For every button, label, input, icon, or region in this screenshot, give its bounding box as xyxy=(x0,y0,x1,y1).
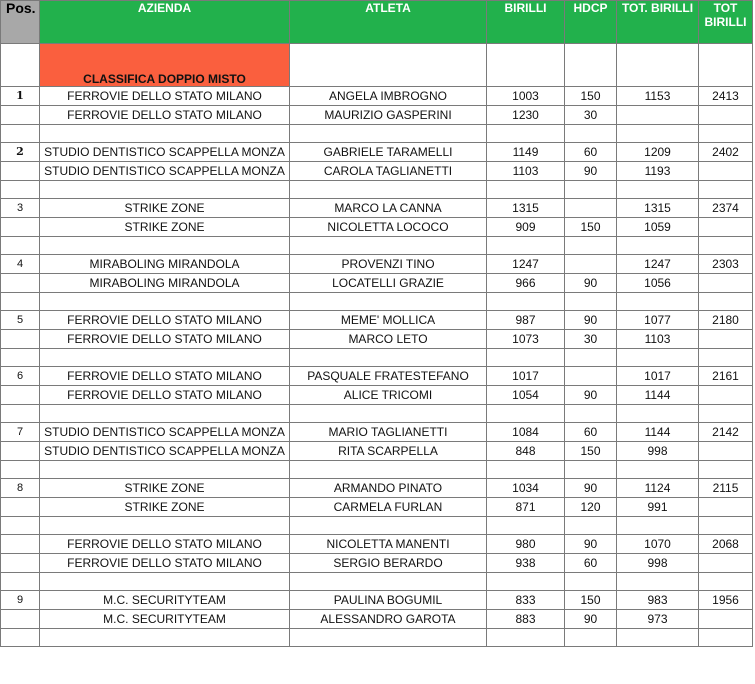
table-body xyxy=(1,44,753,647)
empty-cell[interactable] xyxy=(487,237,565,255)
table-row xyxy=(1,218,753,237)
birilli-cell[interactable]: 1315 xyxy=(487,199,565,218)
empty-cell[interactable] xyxy=(617,181,699,199)
header-tot-birilli-team[interactable] xyxy=(699,1,753,44)
header-birilli[interactable]: BIRILLI xyxy=(487,1,565,44)
tot-birilli-cell[interactable]: 1056 xyxy=(617,274,699,293)
hdcp-cell[interactable]: 90 xyxy=(565,386,617,405)
empty-cell[interactable] xyxy=(617,517,699,535)
empty-cell[interactable] xyxy=(699,573,753,591)
hdcp-cell[interactable] xyxy=(565,255,617,274)
atleta-cell[interactable]: MARCO LETO xyxy=(290,330,487,349)
header-pos[interactable]: Pos. xyxy=(1,1,40,44)
birilli-cell[interactable]: 966 xyxy=(487,274,565,293)
team-total-cell[interactable]: 2115 xyxy=(699,479,753,498)
team-total-cell[interactable] xyxy=(699,162,753,181)
spacer-row xyxy=(1,461,753,479)
tot-birilli-cell[interactable]: 991 xyxy=(617,498,699,517)
azienda-cell[interactable]: STUDIO DENTISTICO SCAPPELLA MONZA xyxy=(40,143,290,162)
atleta-cell[interactable]: ANGELA IMBROGNO xyxy=(290,87,487,106)
empty-cell[interactable] xyxy=(699,517,753,535)
empty-cell[interactable] xyxy=(487,517,565,535)
table-row xyxy=(1,591,753,610)
pos-cell[interactable] xyxy=(1,498,40,517)
azienda-cell[interactable]: FERROVIE DELLO STATO MILANO xyxy=(40,554,290,573)
empty-cell[interactable] xyxy=(699,181,753,199)
birilli-cell[interactable]: 871 xyxy=(487,498,565,517)
atleta-cell[interactable]: ALICE TRICOMI xyxy=(290,386,487,405)
hdcp-cell[interactable]: 150 xyxy=(565,218,617,237)
empty-cell[interactable] xyxy=(290,293,487,311)
birilli-cell[interactable]: 938 xyxy=(487,554,565,573)
tot-birilli-cell[interactable]: 1017 xyxy=(617,367,699,386)
spacer-row xyxy=(1,181,753,199)
tot-birilli-cell[interactable]: 1209 xyxy=(617,143,699,162)
empty-cell[interactable] xyxy=(617,573,699,591)
header-tot-line2: BIRILLI xyxy=(704,15,747,29)
empty-cell[interactable] xyxy=(40,293,290,311)
empty-cell[interactable] xyxy=(1,293,40,311)
birilli-cell[interactable]: 1247 xyxy=(487,255,565,274)
empty-cell[interactable] xyxy=(1,629,40,647)
empty-cell[interactable] xyxy=(699,237,753,255)
atleta-cell[interactable]: RITA SCARPELLA xyxy=(290,442,487,461)
team-total-cell[interactable] xyxy=(699,330,753,349)
hdcp-cell[interactable]: 90 xyxy=(565,535,617,554)
empty-cell[interactable] xyxy=(699,349,753,367)
birilli-cell[interactable]: 1103 xyxy=(487,162,565,181)
team-total-cell[interactable]: 2413 xyxy=(699,87,753,106)
pos-cell[interactable] xyxy=(1,386,40,405)
birilli-cell[interactable]: 1034 xyxy=(487,479,565,498)
tot-birilli-cell[interactable]: 1247 xyxy=(617,255,699,274)
spacer-row xyxy=(1,573,753,591)
cell[interactable] xyxy=(617,44,699,87)
pos-cell[interactable] xyxy=(1,218,40,237)
table-row xyxy=(1,106,753,125)
empty-cell[interactable] xyxy=(565,405,617,423)
table-row xyxy=(1,255,753,274)
pos-cell[interactable]: 3 xyxy=(1,199,40,218)
banner-title[interactable]: CLASSIFICA DOPPIO MISTO xyxy=(40,44,290,87)
hdcp-cell[interactable]: 60 xyxy=(565,423,617,442)
hdcp-cell[interactable]: 60 xyxy=(565,554,617,573)
table-row xyxy=(1,554,753,573)
empty-cell[interactable] xyxy=(565,629,617,647)
atleta-cell[interactable]: MEME' MOLLICA xyxy=(290,311,487,330)
birilli-cell[interactable]: 987 xyxy=(487,311,565,330)
hdcp-cell[interactable]: 90 xyxy=(565,162,617,181)
atleta-cell[interactable]: NICOLETTA LOCOCO xyxy=(290,218,487,237)
table-row xyxy=(1,479,753,498)
atleta-cell[interactable]: MAURIZIO GASPERINI xyxy=(290,106,487,125)
team-total-cell[interactable] xyxy=(699,498,753,517)
spacer-row xyxy=(1,237,753,255)
pos-cell[interactable] xyxy=(1,442,40,461)
pos-cell[interactable] xyxy=(1,274,40,293)
empty-cell[interactable] xyxy=(699,125,753,143)
atleta-cell[interactable]: CARMELA FURLAN xyxy=(290,498,487,517)
table-row xyxy=(1,367,753,386)
empty-cell[interactable] xyxy=(565,573,617,591)
empty-cell[interactable] xyxy=(1,405,40,423)
empty-cell[interactable] xyxy=(617,629,699,647)
team-total-cell[interactable]: 2142 xyxy=(699,423,753,442)
hdcp-cell[interactable]: 150 xyxy=(565,442,617,461)
tot-birilli-cell[interactable]: 1103 xyxy=(617,330,699,349)
header-row xyxy=(1,1,753,44)
spacer-row xyxy=(1,293,753,311)
team-total-cell[interactable]: 2180 xyxy=(699,311,753,330)
empty-cell[interactable] xyxy=(40,237,290,255)
empty-cell[interactable] xyxy=(565,461,617,479)
birilli-cell[interactable]: 1017 xyxy=(487,367,565,386)
birilli-cell[interactable]: 1073 xyxy=(487,330,565,349)
azienda-cell[interactable]: FERROVIE DELLO STATO MILANO xyxy=(40,535,290,554)
empty-cell[interactable] xyxy=(290,573,487,591)
empty-cell[interactable] xyxy=(40,461,290,479)
cell[interactable] xyxy=(1,44,40,87)
empty-cell[interactable] xyxy=(565,125,617,143)
table-row xyxy=(1,274,753,293)
cell[interactable] xyxy=(487,44,565,87)
team-total-cell[interactable] xyxy=(699,218,753,237)
atleta-cell[interactable]: GABRIELE TARAMELLI xyxy=(290,143,487,162)
hdcp-cell[interactable]: 60 xyxy=(565,143,617,162)
atleta-cell[interactable]: CAROLA TAGLIANETTI xyxy=(290,162,487,181)
spacer-row xyxy=(1,629,753,647)
azienda-cell[interactable]: M.C. SECURITYTEAM xyxy=(40,610,290,629)
empty-cell[interactable] xyxy=(290,237,487,255)
azienda-cell[interactable]: MIRABOLING MIRANDOLA xyxy=(40,255,290,274)
empty-cell[interactable] xyxy=(290,461,487,479)
birilli-cell[interactable]: 909 xyxy=(487,218,565,237)
team-total-cell[interactable] xyxy=(699,610,753,629)
empty-cell[interactable] xyxy=(565,237,617,255)
birilli-cell[interactable]: 1230 xyxy=(487,106,565,125)
atleta-cell[interactable]: PASQUALE FRATESTEFANO xyxy=(290,367,487,386)
empty-cell[interactable] xyxy=(699,461,753,479)
hdcp-cell[interactable]: 150 xyxy=(565,87,617,106)
hdcp-cell[interactable]: 120 xyxy=(565,498,617,517)
empty-cell[interactable] xyxy=(617,349,699,367)
azienda-cell[interactable]: MIRABOLING MIRANDOLA xyxy=(40,274,290,293)
table-row xyxy=(1,442,753,461)
team-total-cell[interactable]: 2068 xyxy=(699,535,753,554)
azienda-cell[interactable]: STUDIO DENTISTICO SCAPPELLA MONZA xyxy=(40,423,290,442)
tot-birilli-cell[interactable]: 1144 xyxy=(617,423,699,442)
empty-cell[interactable] xyxy=(1,349,40,367)
empty-cell[interactable] xyxy=(487,405,565,423)
empty-cell[interactable] xyxy=(565,349,617,367)
atleta-cell[interactable]: LOCATELLI GRAZIE xyxy=(290,274,487,293)
atleta-cell[interactable]: SERGIO BERARDO xyxy=(290,554,487,573)
hdcp-cell[interactable]: 30 xyxy=(565,330,617,349)
table-row xyxy=(1,498,753,517)
atleta-cell[interactable]: MARIO TAGLIANETTI xyxy=(290,423,487,442)
empty-cell[interactable] xyxy=(487,461,565,479)
pos-cell[interactable]: 4 xyxy=(1,255,40,274)
empty-cell[interactable] xyxy=(699,405,753,423)
atleta-cell[interactable]: NICOLETTA MANENTI xyxy=(290,535,487,554)
cell[interactable] xyxy=(290,44,487,87)
header-tot-line1: TOT xyxy=(713,1,738,15)
azienda-cell[interactable]: FERROVIE DELLO STATO MILANO xyxy=(40,367,290,386)
tot-birilli-cell[interactable]: 1070 xyxy=(617,535,699,554)
empty-cell[interactable] xyxy=(1,125,40,143)
birilli-cell[interactable]: 1149 xyxy=(487,143,565,162)
empty-cell[interactable] xyxy=(290,181,487,199)
hdcp-cell[interactable] xyxy=(565,199,617,218)
azienda-cell[interactable]: M.C. SECURITYTEAM xyxy=(40,591,290,610)
table-row xyxy=(1,143,753,162)
spacer-row xyxy=(1,125,753,143)
empty-cell[interactable] xyxy=(40,405,290,423)
azienda-cell[interactable]: STRIKE ZONE xyxy=(40,498,290,517)
empty-cell[interactable] xyxy=(290,517,487,535)
header-azienda[interactable]: AZIENDA xyxy=(40,1,290,44)
empty-cell[interactable] xyxy=(40,349,290,367)
cell[interactable] xyxy=(565,44,617,87)
empty-cell[interactable] xyxy=(40,181,290,199)
table-row xyxy=(1,386,753,405)
tot-birilli-cell[interactable]: 1144 xyxy=(617,386,699,405)
tot-birilli-cell[interactable]: 973 xyxy=(617,610,699,629)
azienda-cell[interactable]: FERROVIE DELLO STATO MILANO xyxy=(40,87,290,106)
azienda-cell[interactable]: STUDIO DENTISTICO SCAPPELLA MONZA xyxy=(40,442,290,461)
birilli-cell[interactable]: 833 xyxy=(487,591,565,610)
tot-birilli-cell[interactable]: 1153 xyxy=(617,87,699,106)
table-row xyxy=(1,330,753,349)
empty-cell[interactable] xyxy=(1,517,40,535)
hdcp-cell[interactable] xyxy=(565,367,617,386)
hdcp-cell[interactable]: 90 xyxy=(565,479,617,498)
birilli-cell[interactable]: 1054 xyxy=(487,386,565,405)
team-total-cell[interactable]: 1956 xyxy=(699,591,753,610)
empty-cell[interactable] xyxy=(290,629,487,647)
spacer-row xyxy=(1,349,753,367)
table-row xyxy=(1,311,753,330)
pos-cell[interactable]: 7 xyxy=(1,423,40,442)
empty-cell[interactable] xyxy=(40,517,290,535)
table-row xyxy=(1,199,753,218)
birilli-cell[interactable]: 980 xyxy=(487,535,565,554)
empty-cell[interactable] xyxy=(487,573,565,591)
empty-cell[interactable] xyxy=(40,573,290,591)
empty-cell[interactable] xyxy=(1,237,40,255)
tot-birilli-cell[interactable]: 1059 xyxy=(617,218,699,237)
empty-cell[interactable] xyxy=(699,293,753,311)
hdcp-cell[interactable]: 90 xyxy=(565,274,617,293)
tot-birilli-cell[interactable] xyxy=(617,106,699,125)
hdcp-cell[interactable]: 90 xyxy=(565,610,617,629)
empty-cell[interactable] xyxy=(565,517,617,535)
empty-cell[interactable] xyxy=(40,629,290,647)
pos-cell[interactable] xyxy=(1,610,40,629)
empty-cell[interactable] xyxy=(487,349,565,367)
hdcp-cell[interactable]: 30 xyxy=(565,106,617,125)
pos-cell[interactable]: 8 xyxy=(1,479,40,498)
pos-cell[interactable]: 5 xyxy=(1,311,40,330)
pos-cell[interactable]: 2 xyxy=(1,143,40,162)
pos-cell[interactable]: 9 xyxy=(1,591,40,610)
team-total-cell[interactable] xyxy=(699,554,753,573)
empty-cell[interactable] xyxy=(1,573,40,591)
empty-cell[interactable] xyxy=(40,125,290,143)
tot-birilli-cell[interactable]: 1193 xyxy=(617,162,699,181)
empty-cell[interactable] xyxy=(565,181,617,199)
empty-cell[interactable] xyxy=(565,293,617,311)
team-total-cell[interactable]: 2303 xyxy=(699,255,753,274)
table-row xyxy=(1,423,753,442)
empty-cell[interactable] xyxy=(699,629,753,647)
hdcp-cell[interactable]: 90 xyxy=(565,311,617,330)
birilli-cell[interactable]: 1084 xyxy=(487,423,565,442)
spacer-row xyxy=(1,517,753,535)
tot-birilli-cell[interactable]: 1124 xyxy=(617,479,699,498)
table-row xyxy=(1,87,753,106)
team-total-cell[interactable] xyxy=(699,274,753,293)
header-hdcp[interactable]: HDCP xyxy=(565,1,617,44)
banner-row xyxy=(1,44,753,87)
table-row xyxy=(1,535,753,554)
header-atleta[interactable]: ATLETA xyxy=(290,1,487,44)
empty-cell[interactable] xyxy=(487,629,565,647)
empty-cell[interactable] xyxy=(1,461,40,479)
team-total-cell[interactable] xyxy=(699,442,753,461)
empty-cell[interactable] xyxy=(290,125,487,143)
azienda-cell[interactable]: STRIKE ZONE xyxy=(40,199,290,218)
azienda-cell[interactable]: FERROVIE DELLO STATO MILANO xyxy=(40,386,290,405)
azienda-cell[interactable]: STRIKE ZONE xyxy=(40,218,290,237)
azienda-cell[interactable]: FERROVIE DELLO STATO MILANO xyxy=(40,330,290,349)
pos-cell[interactable] xyxy=(1,106,40,125)
azienda-cell[interactable]: STRIKE ZONE xyxy=(40,479,290,498)
team-total-cell[interactable]: 2374 xyxy=(699,199,753,218)
empty-cell[interactable] xyxy=(487,181,565,199)
team-total-cell[interactable]: 2402 xyxy=(699,143,753,162)
tot-birilli-cell[interactable]: 998 xyxy=(617,554,699,573)
empty-cell[interactable] xyxy=(617,293,699,311)
team-total-cell[interactable] xyxy=(699,386,753,405)
cell[interactable] xyxy=(699,44,753,87)
header-tot-birilli[interactable]: TOT. BIRILLI xyxy=(617,1,699,44)
table-row xyxy=(1,162,753,181)
spacer-row xyxy=(1,405,753,423)
empty-cell[interactable] xyxy=(617,461,699,479)
team-total-cell[interactable]: 2161 xyxy=(699,367,753,386)
hdcp-cell[interactable]: 150 xyxy=(565,591,617,610)
tot-birilli-cell[interactable]: 1315 xyxy=(617,199,699,218)
pos-cell[interactable] xyxy=(1,162,40,181)
birilli-cell[interactable]: 848 xyxy=(487,442,565,461)
pos-cell[interactable]: 6 xyxy=(1,367,40,386)
atleta-cell[interactable]: ALESSANDRO GAROTA xyxy=(290,610,487,629)
pos-cell[interactable] xyxy=(1,330,40,349)
empty-cell[interactable] xyxy=(617,237,699,255)
pos-cell[interactable] xyxy=(1,554,40,573)
tot-birilli-cell[interactable]: 983 xyxy=(617,591,699,610)
empty-cell[interactable] xyxy=(617,125,699,143)
azienda-cell[interactable]: FERROVIE DELLO STATO MILANO xyxy=(40,311,290,330)
pos-cell[interactable]: 1 xyxy=(1,87,40,106)
empty-cell[interactable] xyxy=(290,405,487,423)
tot-birilli-cell[interactable]: 1077 xyxy=(617,311,699,330)
team-total-cell[interactable] xyxy=(699,106,753,125)
birilli-cell[interactable]: 1003 xyxy=(487,87,565,106)
atleta-cell[interactable]: MARCO LA CANNA xyxy=(290,199,487,218)
azienda-cell[interactable]: FERROVIE DELLO STATO MILANO xyxy=(40,106,290,125)
empty-cell[interactable] xyxy=(487,293,565,311)
atleta-cell[interactable]: PAULINA BOGUMIL xyxy=(290,591,487,610)
empty-cell[interactable] xyxy=(1,181,40,199)
birilli-cell[interactable]: 883 xyxy=(487,610,565,629)
empty-cell[interactable] xyxy=(617,405,699,423)
empty-cell[interactable] xyxy=(290,349,487,367)
atleta-cell[interactable]: ARMANDO PINATO xyxy=(290,479,487,498)
tot-birilli-cell[interactable]: 998 xyxy=(617,442,699,461)
atleta-cell[interactable]: PROVENZI TINO xyxy=(290,255,487,274)
azienda-cell[interactable]: STUDIO DENTISTICO SCAPPELLA MONZA xyxy=(40,162,290,181)
pos-cell[interactable] xyxy=(1,535,40,554)
empty-cell[interactable] xyxy=(487,125,565,143)
table-row xyxy=(1,610,753,629)
